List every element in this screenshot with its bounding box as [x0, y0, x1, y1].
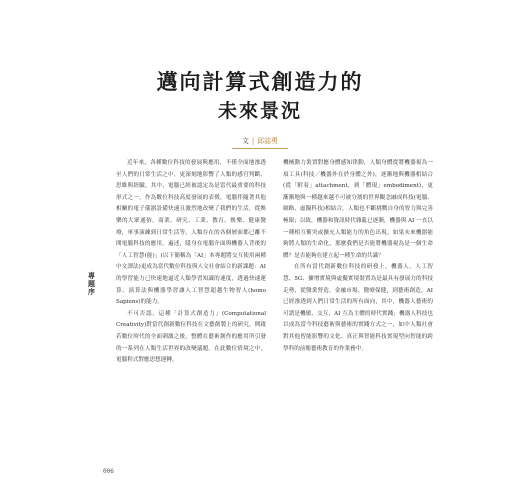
article-title-line-1: 邁向計算式創造力的	[156, 69, 364, 94]
section-label: 專題序	[88, 271, 95, 296]
title-divider	[232, 148, 288, 149]
body-column-right	[283, 158, 433, 355]
byline-separator: |	[251, 137, 255, 145]
article-title-line-2: 未來景況	[217, 100, 302, 122]
byline	[0, 136, 520, 146]
paragraph: 近年來，各種數位科技的發展與應用，不僅全面地滲透至人們的日常生活之中，更深刻地影響了人類的感官判斷、思維與經驗。其中，電腦已經被認定為是當代最重要的科技形式之一。作為數位科技高度發展的表徵，電腦伴隨著其他相關的電子儀器設備快速且激烈地改變了我們的生活，從娛樂的大眾通俗，商業、研究、工業、教育、娛樂、健康醫療，軍事演練到日常生活等，人類存在的各個層面都已離不開電腦科技的應用。遍述，隱身在電腦介面與機器人背後的「人工智慧(能)」(以下簡稱為「AI」本專題將交互使用兩種中文譯法)更成為當代數位科技與人文社會結合的新課題：AI 的學習能力已快速地逼近人類學習知識的速度，透過快速運算、演算法與機器學習讓人工智慧超越生物智人(homo Sapiens)的能力。	[116, 160, 266, 306]
paragraph: 不可否認，這種「計算式創造力」(Computational Creativity)對當代創新數位科技在文藝創製上的研究，開啟若數位時代的全面刺激之後，整體在藝術創作的應用所引發的一系列在人類生活世界的改變議題。在此數位情境之中，電腦程式對應思想運轉，	[116, 310, 266, 364]
body-column-left	[116, 158, 266, 367]
paragraph: 機械動力裝置對應身體感知律動，人類身體從將機器視為一項工具(科技／機器外在於身體之外)，逐漸地與機器相結合(從「附着」attachment，到「體現」embodiment)，更漸漸地與一種越來越不可被分割的世界觀念融成科技(電腦、網路、虛擬科技)相結合，人類也不斷挑戰自身的智力與完善極限；以致，機器和資訊時代雜亂已逐漸，機器與 AI 一直以一種相互衝突或擴充人類能力的角色出現。如果未來機器能夠將人類的生命化，那麼我們是否能將機器視為是一個生命體？是否能夠在建立起一種生命的共識？	[283, 160, 433, 259]
paragraph: 在所有當代創新數位科技的研發上，機器人、人工智慧、5G、擴增實境與虛擬實境裝置為是最具有發展力的科技走勢，從醫業營造、金融市場、醫療保健，到藝術創造，AI 已經滲透到人們日常生活的所有面向，其中，機器人藝術的可謂是機敏、交互、AI 互為主體的時代實踐；機器人科技也以成為當今科技藝術與藝術的實踐方式之一，如中人類社會對其他智能影響的文化、真正與智能科技實現型向智能的跨學科的前衛藝術教育的作業務中。	[283, 264, 433, 352]
byline-prefix: 文	[241, 137, 249, 145]
author-name: 邱誌勇	[257, 137, 279, 145]
page-number: 006	[103, 468, 114, 475]
